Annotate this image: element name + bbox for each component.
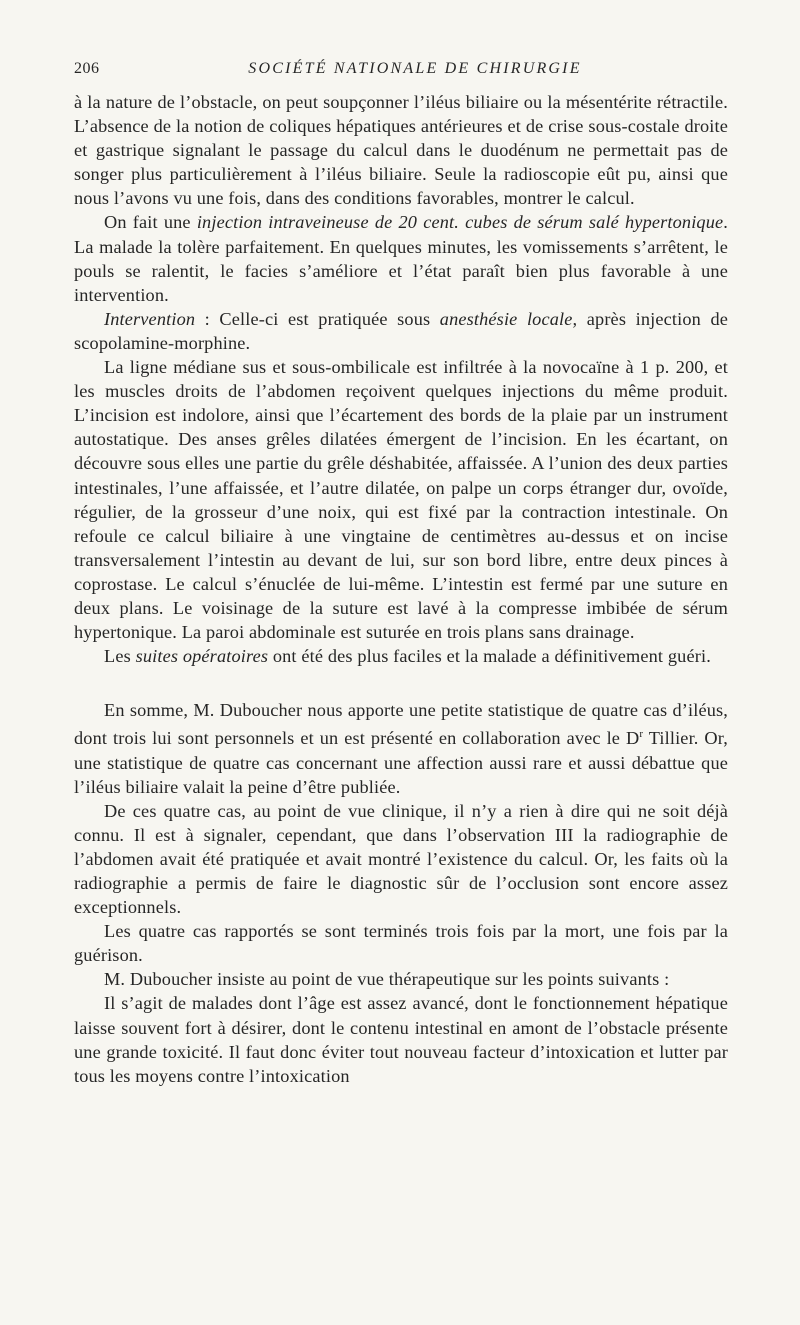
body-text	[74, 90, 728, 1088]
section-gap	[74, 668, 728, 698]
paragraph-results: Les quatre cas rapportés se sont terminés trois fois par la mort, une fois par la guérison.	[74, 921, 728, 966]
document-page	[74, 0, 728, 1325]
emphasis-anesthesia: anesthésie locale,	[439, 308, 578, 329]
paragraph-continuation: à la nature de l’obstacle, on peut soupçonner l’iléus biliaire ou la mésentérite rétractile. L’absence de la notion de coliques hépatiques antérieures et de crise sous-costale droite et gastrique signalant le passage du calcul dans le duodénum ne permettait pas de songer plus particulièrement à l’iléus biliaire. Seule la radioscopie eût pu, ainsi que nous l’avons vu une fois, dans des conditions favorables, montrer le calcul.	[74, 92, 728, 209]
paragraph-summary: En somme, M. Duboucher nous apporte une petite statistique de quatre cas d’iléus, dont trois lui sont personnels et un est présenté en collaboration avec le $D^r$ Tillier. Or, une statistique de quatre cas concernant une affection aussi rare et aussi débattue que l’iléus biliaire valait la peine d’être publiée.	[74, 700, 728, 797]
running-title: SOCIÉTÉ NATIONALE DE CHIRURGIE	[248, 60, 582, 77]
paragraph-injection: On fait une injection intraveineuse de 20 cent. cubes de sérum salé hypertonique. La malade la tolère parfaitement. En quelques minutes, les vomissements s’arrêtent, le pouls se ralentit, le facies s’améliore et l’état paraît bien plus favorable à une intervention.	[74, 212, 729, 305]
emphasis-injection: injection intraveineuse de 20 cent. cubes de sérum salé hypertonique	[196, 212, 724, 233]
paragraph-therapeutic: M. Duboucher insiste au point de vue thérapeutique sur les points suivants :	[104, 969, 670, 990]
paragraph-outcome: Les suites opératoires ont été des plus faciles et la malade a définitivement guéri.	[104, 646, 711, 667]
paragraph-patients: Il s’agit de malades dont l’âge est assez avancé, dont le fonctionnement hépatique laisse souvent fort à désirer, dont le contenu intestinal en amont de l’obstacle présente une grande toxicité. Il faut donc éviter tout nouveau facteur d’intoxication et lutter par tous les moyens contre l’intoxication	[74, 993, 728, 1086]
page-number: 206	[74, 60, 100, 77]
paragraph-procedure: La ligne médiane sus et sous-ombilicale est infiltrée à la novocaïne à 1 p. 200, et les muscles droits de l’abdomen reçoivent quelques injections du même produit. L’incision est indolore, ainsi que l’écartement des bords de la plaie par un instrument autostatique. Des anses grêles dilatées émergent de l’incision. En les écartant, on découvre sous elles une partie du grêle déshabitée, affaissée. A l’union des deux parties intestinales, l’une affaissée, et l’autre dilatée, on palpe un corps étranger dur, ovoïde, régulier, de la grosseur d’une noix, qui est fixé par la contraction intestinale. On refoule ce calcul biliaire à une vingtaine de centimètres au-dessus et on incise transversalement l’intestin au devant de lui, sur son bord libre, entre deux pinces à coprostase. Le calcul s’énuclée de lui-même. L’intestin est fermé par une suture en deux plans. Le voisinage de la suture est lavé à la compresse imbibée de sérum hypertonique. La paroi abdominale est suturée en trois plans sans drainage.	[74, 357, 728, 643]
paragraph-clinical: De ces quatre cas, au point de vue clinique, il n’y a rien à dire qui ne soit déjà connu. Il est à signaler, cependant, que dans l’observation III la radiographie de l’abdomen avait été pratiquée et avait montré l’existence du calcul. Or, les faits où la radiographie a permis de faire le diagnostic sûr de l’occlusion sont encore assez exceptionnels.	[74, 800, 728, 918]
emphasis-intervention: Intervention	[104, 308, 196, 329]
superscript-r: r	[639, 728, 644, 741]
paragraph-intervention: Intervention : Celle-ci est pratiquée sous anesthésie locale, après injection de scopolamine-morphine.	[74, 308, 728, 353]
emphasis-suites: suites opératoires	[135, 646, 269, 667]
page-header	[74, 60, 728, 86]
